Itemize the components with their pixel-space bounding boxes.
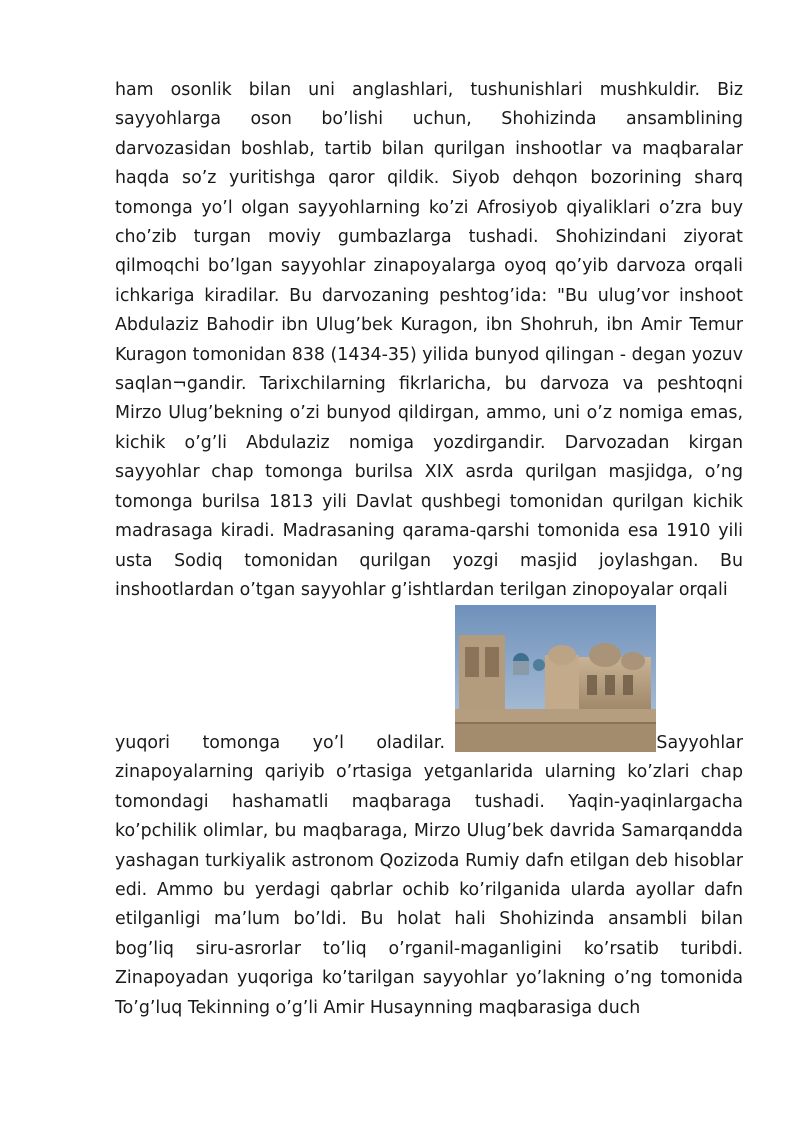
word-sayyohlar: Sayyohlar [656, 732, 743, 753]
figure-line-left-words [115, 729, 445, 758]
document-page [115, 76, 743, 1023]
word-oladilar: oladilar. [376, 732, 445, 753]
mausoleum-photo-icon [455, 605, 656, 752]
figure-line [115, 605, 743, 758]
word-yol: yo’l [312, 732, 344, 753]
mausoleum-photo [455, 605, 656, 752]
paragraph-bottom: zinapoyalarning qariyib o’rtasiga yetganlarida ularning ko’zlari chap tomondagi hashamatli maqbaraga tushadi. Yaqin-yaqinlargacha ko’pchilik olimlar, bu maqbaraga, Mirzo Ulug’bek davrida Samarqandda yashagan turkiyalik astronom Qozizoda Rumiy dafn etilgan deb hisoblar edi. Ammo bu yerdagi qabrlar ochib ko’rilganida ularda ayollar dafn etilganligi ma’lum bo’ldi. Bu holat hali Shohizinda ansambli bilan bog’liq siru-asrorlar to’liq o’rganil-maganligini ko’rsatib turibdi. Zinapoyadan yuqoriga ko’tarilgan sayyohlar yo’lakning o’ng tomonida To’g’luq Tekinning o’g’li Amir Husaynning maqbarasiga duch [115, 762, 743, 1018]
word-yuqori: yuqori [115, 732, 170, 753]
paragraph-top: ham osonlik bilan uni anglashlari, tushunishlari mushkuldir. Biz sayyohlarga oson bo’lishi uchun, Shohizinda ansamblining darvozasidan boshlab, tartib bilan qurilgan inshootlar va maqbaralar haqda so’z yuritishga qaror qildik. Siyob dehqon bozorining sharq tomonga yo’l olgan sayyohlarning ko’zi Afrosiyob qiyaliklari o’zra buy cho’zib turgan moviy gumbazlarga tushadi. Shohizindani ziyorat qilmoqchi bo’lgan sayyohlar zinapoyalarga oyoq qo’yib darvoza orqali ichkariga kiradilar. Bu darvozaning peshtog’ida: "Bu ulug’vor inshoot Abdulaziz Bahodir ibn Ulug’bek Kuragon, ibn Shohruh, ibn Amir Temur Kuragon tomonidan 838 (1434-35) yilida bunyod qilingan - degan yozuv saqlan¬gandir. Tarixchilarning fikrlaricha, bu darvoza va peshtoqni Mirzo Ulug’bekning o’zi bunyod qildirgan, ammo, uni o’z nomiga emas, kichik o’g’li Abdulaziz nomiga yozdirgandir. Darvozadan kirgan sayyohlar chap tomonga burilsa XIX asrda qurilgan masjidga, o’ng tomonga burilsa 1813 yili Davlat qushbegi tomonidan qurilgan kichik madrasaga kiradi. Madrasaning qarama-qarshi tomonida esa 1910 yili usta Sodiq tomonidan qurilgan yozgi masjid joylashgan. Bu inshootlardan o’tgan sayyohlar g’ishtlardan terilgan zinopoyalar orqali [115, 80, 743, 600]
word-tomonga: tomonga [202, 732, 281, 753]
